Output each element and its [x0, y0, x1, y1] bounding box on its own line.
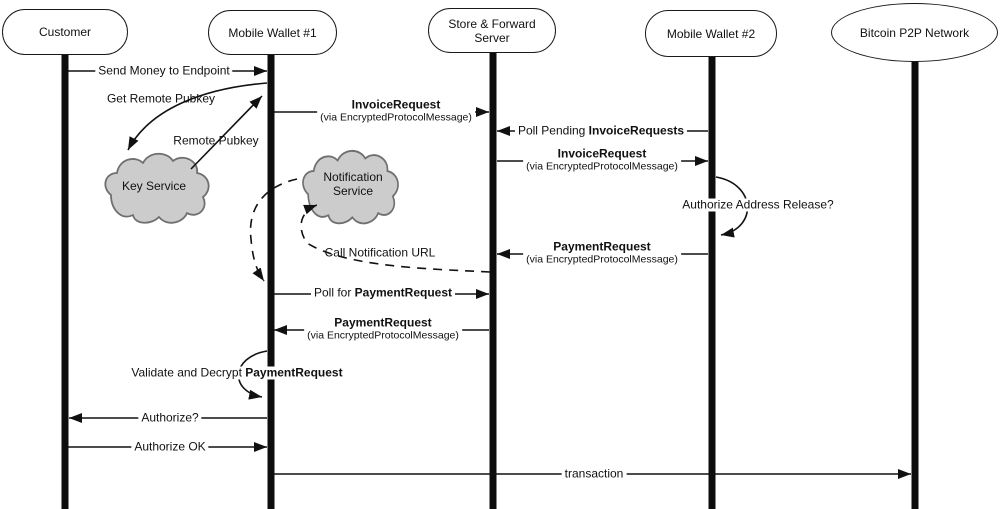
participant-customer — [2, 9, 128, 55]
lifeline-store-forward-server — [490, 52, 497, 509]
arrow-remote-pubkey — [191, 96, 262, 169]
label-invoice-request-1: InvoiceRequest (via EncryptedProtocolMessage) — [317, 99, 475, 124]
participant-bitcoin-p2p-network-label: Bitcoin P2P Network — [859, 25, 970, 40]
participant-store-forward-server-label: Store & Forward Server — [448, 16, 536, 45]
participant-mobile-wallet-2-label: Mobile Wallet #2 — [666, 26, 756, 41]
key-service-label: Key Service — [121, 179, 187, 193]
label-get-remote-pubkey: Get Remote Pubkey — [106, 91, 216, 106]
notification-service-label: Notification Service — [323, 170, 383, 198]
lifeline-customer — [62, 54, 69, 509]
participant-customer-label: Customer — [38, 25, 91, 39]
label-authorize: Authorize? — [138, 412, 201, 425]
label-transaction: transaction — [562, 468, 627, 481]
label-authorize-ok: Authorize OK — [131, 441, 208, 454]
lifeline-mobile-wallet-1 — [268, 54, 275, 509]
participant-mobile-wallet-1-label: Mobile Wallet #1 — [228, 25, 317, 40]
participant-bitcoin-p2p-network — [831, 3, 998, 62]
label-invoice-request-2: InvoiceRequest (via EncryptedProtocolMessage) — [523, 148, 681, 173]
label-send-money: Send Money to Endpoint — [95, 65, 232, 78]
participant-store-forward-server — [428, 8, 556, 53]
label-payment-request-1: PaymentRequest (via EncryptedProtocolMessage) — [523, 241, 681, 266]
label-payment-request-2: PaymentRequest (via EncryptedProtocolMessage) — [304, 317, 462, 342]
lifeline-mobile-wallet-2 — [709, 56, 716, 509]
lifeline-bitcoin-p2p-network — [912, 61, 919, 509]
label-poll-for-paymentrequest: Poll for PaymentRequest — [311, 287, 455, 300]
label-call-notification-url: Call Notification URL — [324, 245, 436, 260]
label-validate-decrypt: Validate and Decrypt PaymentRequest — [128, 367, 345, 380]
label-authorize-address-release: Authorize Address Release? — [679, 199, 836, 212]
participant-mobile-wallet-2 — [645, 10, 777, 57]
participant-mobile-wallet-1 — [208, 10, 337, 55]
label-poll-pending-invoicerequests: Poll Pending InvoiceRequests — [515, 125, 687, 138]
label-remote-pubkey: Remote Pubkey — [173, 133, 259, 148]
